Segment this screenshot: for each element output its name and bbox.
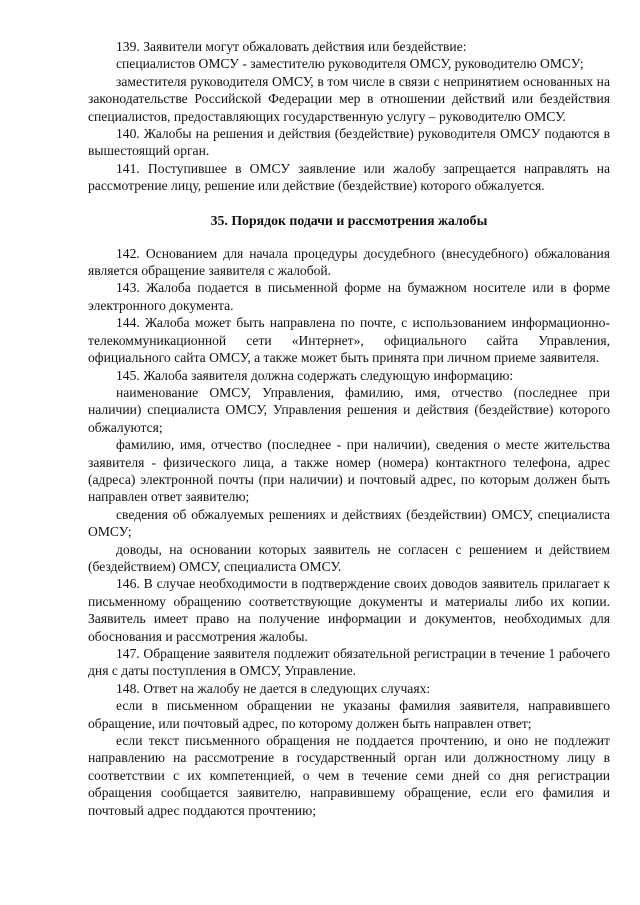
paragraph-144: 144. Жалоба может быть направлена по почте, с использованием информационно-телекоммуникационной сети «Интернет», официального сайта Управления, официального сайта ОМСУ, а также может быть принята при личном приеме заявителя. <box>88 315 610 366</box>
paragraph-143: 143. Жалоба подается в письменной форме на бумажном носителе или в форме электронного документа. <box>88 280 610 313</box>
paragraph-146: 146. В случае необходимости в подтверждение своих доводов заявитель прилагает к письменному обращению соответствующие документы и материалы либо их копии. Заявитель имеет право на получение информации и документов, необходимых для обоснования и рассмотрения жалобы. <box>88 576 610 644</box>
paragraph-139-item-1: специалистов ОМСУ - заместителю руководителя ОМСУ, руководителю ОМСУ; <box>116 56 584 72</box>
paragraph-148-item-2: если текст письменного обращения не поддается прочтению, и оно не подлежит направлению на рассмотрение в государственный орган или должностному лицу в соответствии с их компетенцией, о чем в течение семи дней со дня регистрации обращения сообщается заявителю, направившему обращение, если его фамилия и почтовый адрес поддаются прочтению; <box>88 733 610 818</box>
paragraph-139: 139. Заявители могут обжаловать действия или бездействие: <box>116 39 467 54</box>
paragraph-145-item-2: фамилию, имя, отчество (последнее - при наличии), сведения о месте жительства заявителя - физического лица, а также номер (номера) контактного телефона, адрес (адреса) электронной почты (при наличии) и почтовый адрес, по которым должен быть направлен ответ заявителю; <box>88 437 610 505</box>
paragraph-145: 145. Жалоба заявителя должна содержать следующую информацию: <box>116 367 514 383</box>
paragraph-141: 141. Поступившее в ОМСУ заявление или жалобу запрещается направлять на рассмотрение лицу, решение или действие (бездействие) которого обжалуется. <box>88 160 610 194</box>
paragraphs-after <box>88 245 610 819</box>
paragraph-145-item-3: сведения об обжалуемых решениях и действиях (бездействии) ОМСУ, специалиста ОМСУ; <box>88 506 610 540</box>
paragraph-140: 140. Жалобы на решения и действия (бездействие) руководителя ОМСУ подаются в вышестоящий орган. <box>88 126 610 159</box>
section-heading: 35. Порядок подачи и рассмотрения жалобы <box>210 212 488 228</box>
document-page <box>88 38 610 819</box>
paragraphs-before <box>88 38 610 195</box>
paragraph-142: 142. Основанием для начала процедуры досудебного (внесудебного) обжалования является обращение заявителя с жалобой. <box>88 245 610 279</box>
paragraph-148-item-1: если в письменном обращении не указаны фамилия заявителя, направившего обращение, или почтовый адрес, по которому должен быть направлен ответ; <box>88 698 610 731</box>
paragraph-147: 147. Обращение заявителя подлежит обязательной регистрации в течение 1 рабочего дня с даты поступления в ОМСУ, Управление. <box>88 646 610 679</box>
paragraph-145-item-4: доводы, на основании которых заявитель не согласен с решением и действием (бездействием) ОМСУ, специалиста ОМСУ. <box>88 541 610 574</box>
paragraph-139-item-2: заместителя руководителя ОМСУ, в том числе в связи с непринятием основанных на законодательстве Российской Федерации мер в отношении действий или бездействия специалистов, предоставляющих государственную услугу – руководителю ОМСУ. <box>88 73 610 124</box>
paragraph-148: 148. Ответ на жалобу не дается в следующих случаях: <box>116 680 431 696</box>
paragraph-145-item-1: наименование ОМСУ, Управления, фамилию, имя, отчество (последнее при наличии) специалиста ОМСУ, Управления решения и действия (бездействие) которого обжалуются; <box>88 384 610 435</box>
